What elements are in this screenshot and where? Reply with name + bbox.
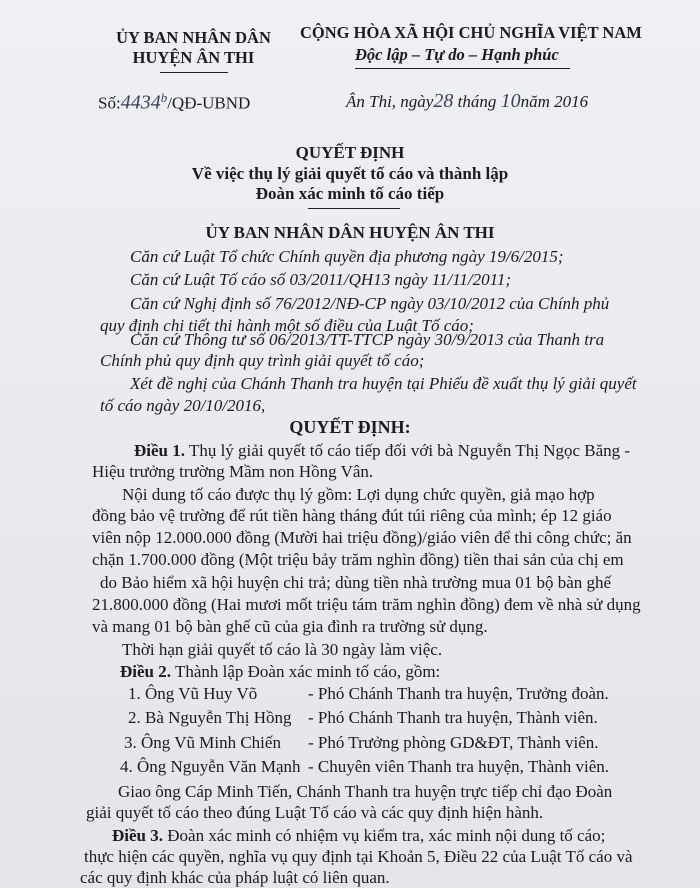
article-1-line-9: và mang 01 bộ bàn ghế cũ của gia đình ra trường sử dụng.	[92, 617, 488, 636]
motto: Độc lập – Tự do – Hạnh phúc	[355, 45, 559, 64]
article-3-line-1: Điều 3. Đoàn xác minh có nhiệm vụ kiểm tra, xác minh nội dung tố cáo;	[112, 826, 606, 845]
article-2-line-1: Điều 2. Thành lập Đoàn xác minh tố cáo, gồm:	[120, 662, 441, 681]
member-1-role: - Phó Chánh Thanh tra huyện, Trưởng đoàn.	[308, 684, 609, 703]
article-1-line-6: chặn 1.700.000 đồng (Một triệu bảy trăm nghìn đồng) tiền thai sản của chị em	[92, 550, 624, 569]
motto-underline	[355, 68, 570, 69]
member-2-role: - Phó Chánh Thanh tra huyện, Thành viên.	[308, 708, 598, 727]
handwritten-number: 4434	[120, 91, 161, 114]
article-3-line-3: các quy định khác của pháp luật có liên quan.	[80, 868, 390, 887]
member-4-role: - Chuyên viên Thanh tra huyện, Thành viên.	[308, 757, 610, 776]
issuing-authority: ỦY BAN NHÂN DÂN HUYỆN ÂN THI	[205, 223, 495, 242]
org-underline	[160, 72, 228, 73]
member-2-name: 2. Bà Nguyễn Thị Hồng	[128, 708, 292, 727]
district-name: HUYỆN ÂN THI	[132, 48, 255, 67]
decision-heading: QUYẾT ĐỊNH:	[289, 417, 411, 437]
title-subject-line2: Đoàn xác minh tố cáo tiếp	[255, 184, 445, 203]
member-3-name: 3. Ông Vũ Minh Chiến	[124, 733, 281, 752]
legal-basis-4-cont: Chính phủ quy định quy trình giải quyết tố cáo;	[100, 351, 425, 370]
article-2-assignment-line-1: Giao ông Cáp Minh Tiến, Chánh Thanh tra huyện trực tiếp chỉ đạo Đoàn	[118, 782, 613, 801]
article-1-line-3: Nội dung tố cáo được thụ lý gồm: Lợi dụng chức quyền, giả mạo hợp	[122, 485, 595, 504]
article-1-line-4: đồng bảo vệ trường để rút tiền hàng tháng đút túi riêng của mình; ép 12 giáo	[92, 506, 612, 525]
org-name: ỦY BAN NHÂN DÂN	[116, 28, 271, 47]
legal-basis-3: Căn cứ Nghị định số 76/2012/NĐ-CP ngày 03/10/2012 của Chính phủ	[130, 294, 610, 313]
handwritten-month: 10	[500, 90, 521, 112]
member-3-role: - Phó Trưởng phòng GD&ĐT, Thành viên.	[308, 733, 599, 752]
article-1-line-2: Hiệu trưởng trường Mầm non Hồng Vân.	[92, 462, 374, 481]
article-3-line-2: thực hiện các quyền, nghĩa vụ quy định tại Khoản 5, Điều 22 của Luật Tố cáo và	[84, 847, 633, 866]
member-4-name: 4. Ông Nguyễn Văn Mạnh	[120, 757, 301, 776]
document-number: Số:4434$^b$/QĐ-UBND	[98, 90, 251, 114]
legal-basis-2: Căn cứ Luật Tố cáo số 03/2011/QH13 ngày 11/11/2011;	[130, 270, 512, 289]
article-3-label: Điều 3.	[112, 826, 163, 845]
document-date: Ân Thi, ngày28 tháng 10năm 2016	[346, 90, 589, 112]
legal-basis-1: Căn cứ Luật Tổ chức Chính quyền địa phương ngày 19/6/2015;	[130, 247, 564, 266]
article-1-label: Điều 1.	[134, 441, 185, 460]
proposal-line-cont: tố cáo ngày 20/10/2016,	[100, 396, 266, 415]
proposal-line: Xét đề nghị của Chánh Thanh tra huyện tại Phiếu đề xuất thụ lý giải quyết	[130, 374, 637, 393]
article-1-line-7: do Bảo hiểm xã hội huyện chi trả; dùng tiền nhà trường mua 01 bộ bàn ghế	[100, 573, 612, 592]
article-2-label: Điều 2.	[120, 662, 171, 681]
handwritten-day: 28	[433, 90, 454, 112]
article-1-line-1: Điều 1. Thụ lý giải quyết tố cáo tiếp đối với bà Nguyễn Thị Ngọc Băng -	[134, 441, 631, 460]
article-1-deadline: Thời hạn giải quyết tố cáo là 30 ngày làm việc.	[122, 640, 443, 659]
article-1-line-5: viên nộp 12.000.000 đồng (Mười hai triệu đồng)/giáo viên để thi công chức; ăn	[92, 528, 632, 547]
article-2-assignment-line-2: giải quyết tố cáo theo đúng Luật Tố cáo và các quy định hiện hành.	[86, 803, 544, 822]
article-1-line-8: 21.800.000 đồng (Hai mươi mốt triệu tám trăm nghìn đồng) đem về nhà sử dụng	[92, 595, 641, 614]
nation-name: CỘNG HÒA XÃ HỘI CHỦ NGHĨA VIỆT NAM	[300, 23, 642, 42]
member-1-name: 1. Ông Vũ Huy Võ	[128, 684, 258, 703]
legal-basis-3-cont: quy định chi tiết thi hành một số điều của Luật Tố cáo;	[100, 316, 474, 335]
document-title: QUYẾT ĐỊNH	[295, 143, 405, 162]
legal-basis-4: Căn cứ Thông tư số 06/2013/TT-TTCP ngày 30/9/2013 của Thanh tra	[130, 330, 605, 349]
title-underline	[308, 208, 400, 209]
title-subject-line1: Về việc thụ lý giải quyết tố cáo và thành lập	[191, 164, 509, 183]
